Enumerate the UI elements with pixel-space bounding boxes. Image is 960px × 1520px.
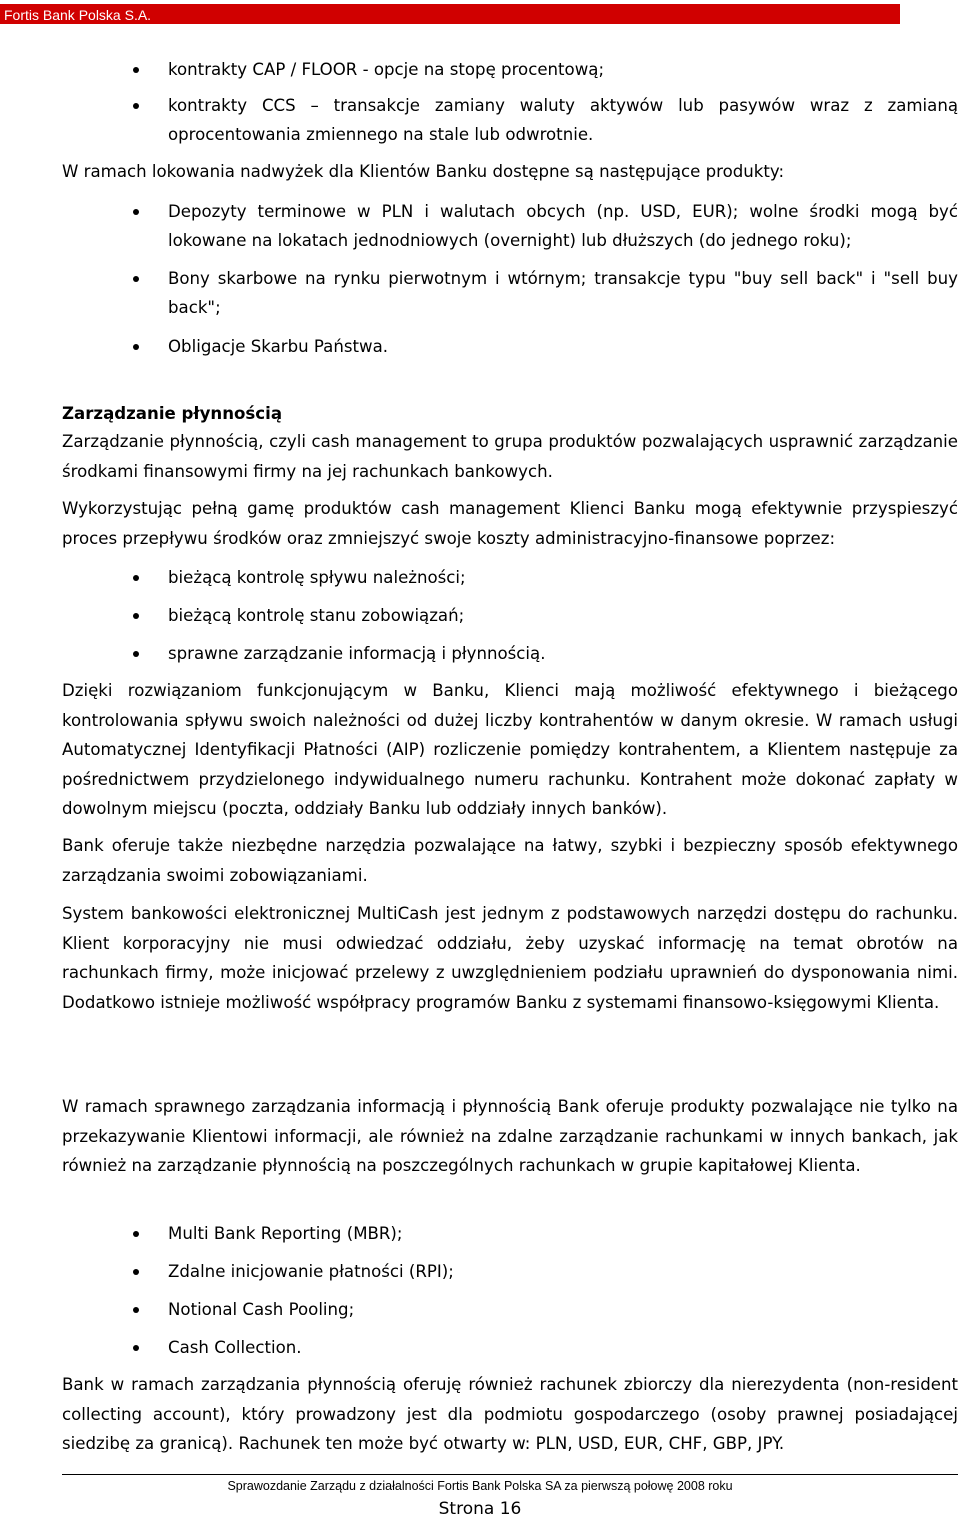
header-title: Fortis Bank Polska S.A. (4, 7, 152, 23)
paragraph: Wykorzystując pełną gamę produktów cash management Klienci Banku mogą efektywnie przyspieszyć proces przepływu środków oraz zmniejszyć swoje koszty administracyjno-finansowe poprzez: (62, 499, 958, 548)
list-item: Obligacje Skarbu Państwa. (168, 332, 958, 361)
list-item: bieżącą kontrolę spływu należności; (168, 563, 958, 592)
header-bar (0, 4, 900, 24)
list-item: kontrakty CAP / FLOOR - opcje na stopę procentową; (168, 55, 958, 84)
list-item: sprawne zarządzanie informacją i płynnością. (168, 639, 958, 668)
paragraph: W ramach lokowania nadwyżek dla Klientów Banku dostępne są następujące produkty: (62, 162, 785, 181)
list-item: bieżącą kontrolę stanu zobowiązań; (168, 601, 958, 630)
footer-text: Sprawozdanie Zarządu z działalności Fortis Bank Polska SA za pierwszą połowę 2008 roku (227, 1479, 733, 1493)
paragraph: Dzięki rozwiązaniom funkcjonującym w Banku, Klienci mają możliwość efektywnego i bieżącego kontrolowania spływu swoich należności od dużej liczby kontrahentów w danym okresie. W ramach usługi Automatycznej Identyfikacji Płatności (AIP) rozliczenie pomiędzy kontrahentem, a Klientem następuje za pośrednictwem przydzielonego indywidualnego numeru rachunku. Kontrahent może dokonać zapłaty w dowolnym miejscu (poczta, oddziały Banku lub oddziały innych banków). (62, 681, 958, 819)
paragraph: Zarządzanie płynnością, czyli cash management to grupa produktów pozwalających usprawnić zarządzanie środkami finansowymi firmy na jej rachunkach bankowych. (62, 432, 958, 481)
list-item: Bony skarbowe na rynku pierwotnym i wtórnym; transakcje typu "buy sell back" i "sell buy back"; (168, 264, 958, 322)
footer-divider (62, 1474, 958, 1475)
paragraph: Bank oferuje także niezbędne narzędzia pozwalające na łatwy, szybki i bezpieczny sposób efektywnego zarządzania swoimi zobowiązaniami. (62, 836, 958, 885)
list-item: Multi Bank Reporting (MBR); (168, 1219, 958, 1248)
paragraph: W ramach sprawnego zarządzania informacją i płynnością Bank oferuje produkty pozwalające nie tylko na przekazywanie Klientowi informacji, ale również na zdalne zarządzanie rachunkami w innych bankach, jak również na zarządzanie płynnością na poszczególnych rachunkach w grupie kapitałowej Klienta. (62, 1097, 958, 1176)
list-item: Cash Collection. (168, 1333, 958, 1362)
list-item: Depozyty terminowe w PLN i walutach obcych (np. USD, EUR); wolne środki mogą być lokowane na lokatach jednodniowych (overnight) lub dłuższych (do jednego roku); (168, 197, 958, 255)
section-heading: Zarządzanie płynnością (62, 404, 283, 423)
list-item: Notional Cash Pooling; (168, 1295, 958, 1324)
paragraph: Bank w ramach zarządzania płynnością oferuję również rachunek zbiorczy dla nierezydenta (non-resident collecting account), który prowadzony jest dla podmiotu gospodarczego (osoby prawnej posiadającej siedzibę za granicą). Rachunek ten może być otwarty w: PLN, USD, EUR, CHF, GBP, JPY. (62, 1375, 958, 1454)
list-item: Zdalne inicjowanie płatności (RPI); (168, 1257, 958, 1286)
list-item: kontrakty CCS – transakcje zamiany waluty aktywów lub pasywów wraz z zamianą oprocentowania zmiennego na stale lub odwrotnie. (168, 91, 958, 149)
page-number: Strona 16 (438, 1499, 522, 1519)
paragraph: System bankowości elektronicznej MultiCash jest jednym z podstawowych narzędzi dostępu do rachunku. Klient korporacyjny nie musi odwiedzać oddziału, żeby uzyskać informację na temat obrotów na rachunkach firmy, może inicjować przelewy z uwzględnieniem podziału uprawnień do dysponowania nimi. Dodatkowo istnieje możliwość współpracy programów Banku z systemami finansowo-księgowymi Klienta. (62, 904, 958, 1012)
